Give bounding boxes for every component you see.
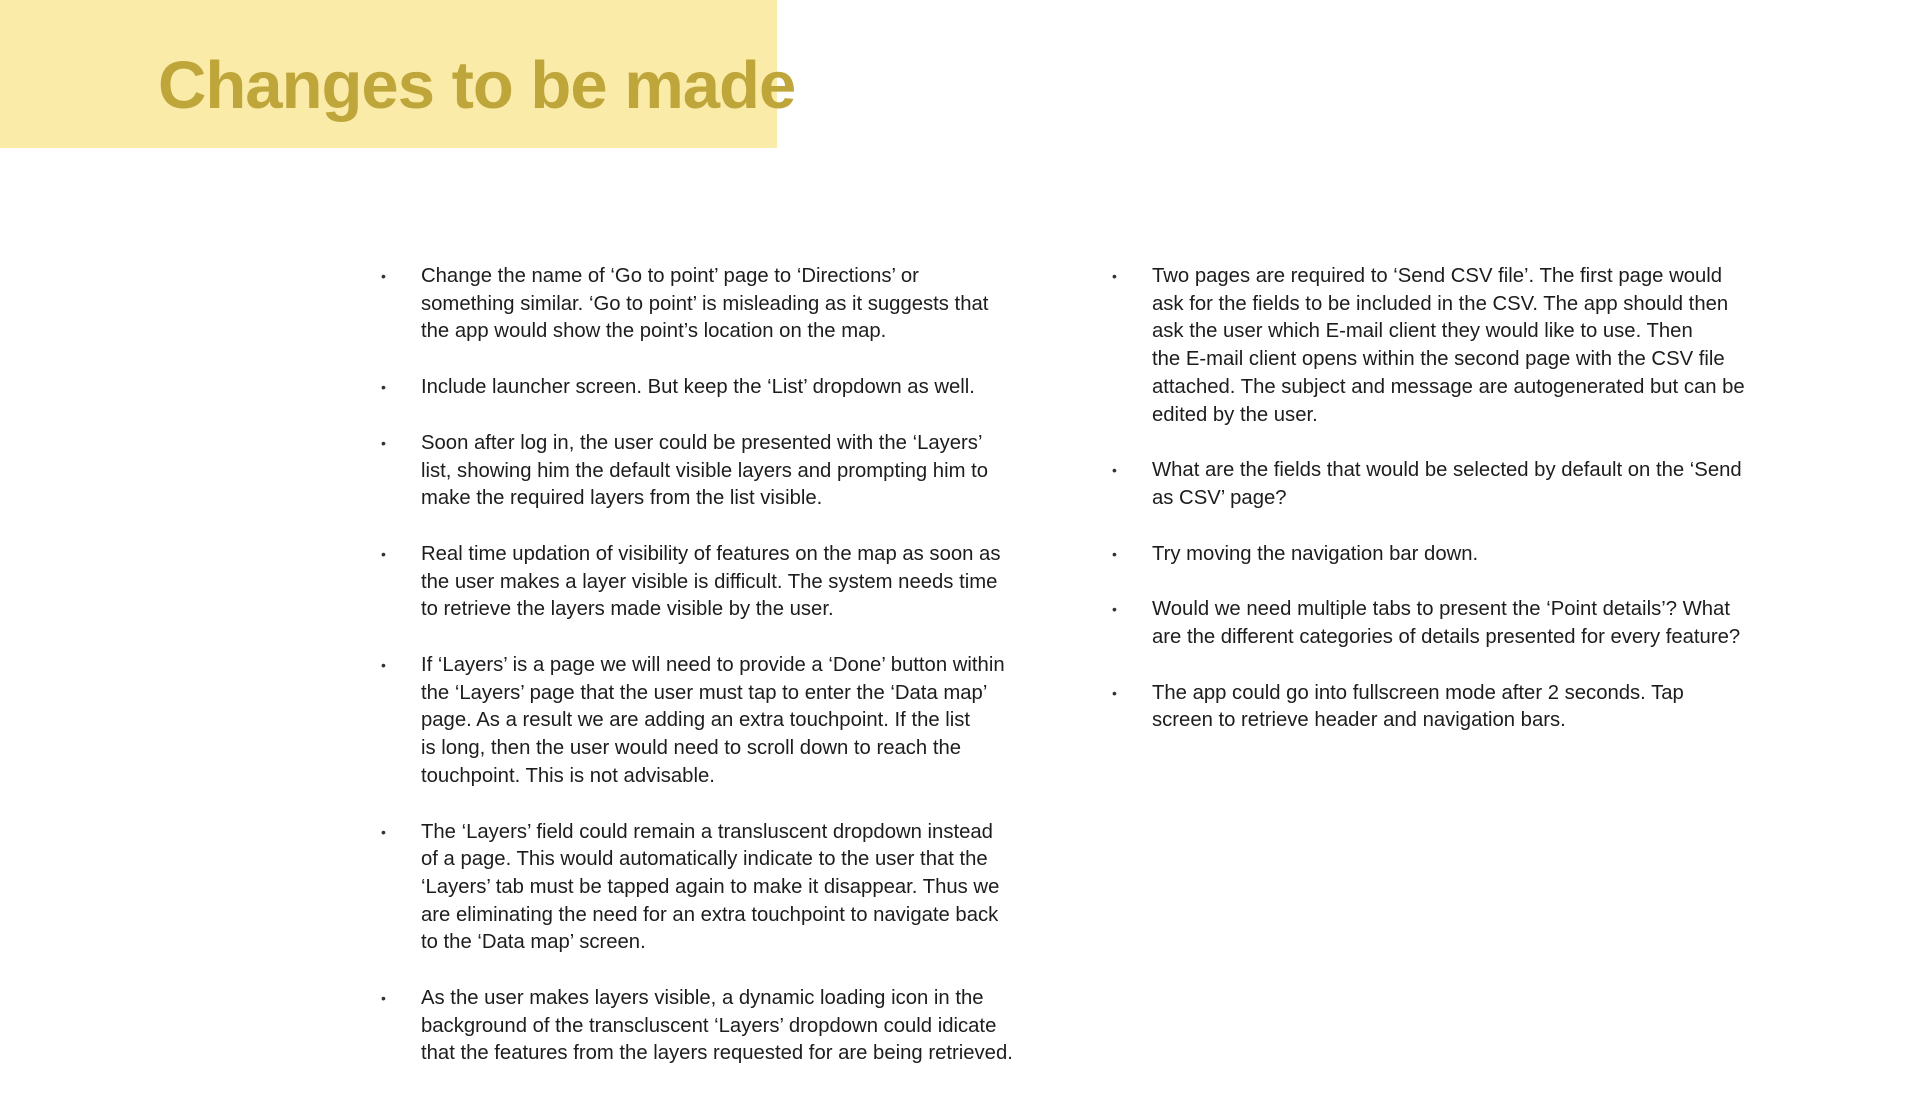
bullet-text-line: What are the fields that would be selected by default on the ‘Send [1152, 459, 1742, 482]
bullet-text-line: The app could go into fullscreen mode after 2 seconds. Tap [1152, 681, 1684, 704]
bullet-item [1112, 457, 1792, 512]
bullet-text-line: the E-mail client opens within the second page with the CSV file [1152, 348, 1725, 371]
bullet-text-line: touchpoint. This is not advisable. [421, 764, 715, 787]
left-bullet-list [381, 263, 1041, 1096]
bullet-text-line: Two pages are required to ‘Send CSV file’. The first page would [1152, 265, 1723, 287]
bullet-dot-icon: • [1112, 462, 1117, 479]
bullet-text-line: are eliminating the need for an extra touchpoint to navigate back [421, 903, 999, 926]
bullet-text-line: ask for the fields to be included in the CSV. The app should then [1152, 292, 1729, 315]
bullet-item [381, 541, 1041, 624]
bullet-text-line: page. As a result we are adding an extra touchpoint. If the list [421, 709, 971, 732]
bullet-dot-icon: • [381, 379, 386, 396]
bullet-text-line: something similar. ‘Go to point’ is misleading as it suggests that [421, 292, 989, 315]
bullet-dot-icon: • [1112, 684, 1117, 701]
bullet-text-line: list, showing him the default visible layers and prompting him to [421, 459, 989, 482]
bullet-text-line: Try moving the navigation bar down. [1152, 542, 1479, 565]
bullet-dot-icon: • [381, 657, 386, 674]
bullet-dot-icon: • [1112, 601, 1117, 618]
bullet-text-line: As the user makes layers visible, a dynamic loading icon in the [421, 987, 984, 1010]
right-bullet-list [1112, 263, 1792, 763]
bullet-text-line: to retrieve the layers made visible by the user. [421, 598, 834, 621]
bullet-item [381, 430, 1041, 513]
bullet-text-line: If ‘Layers’ is a page we will need to provide a ‘Done’ button within [421, 654, 1005, 677]
page-title: Changes to be made [158, 48, 796, 123]
bullet-dot-icon: • [381, 545, 386, 562]
bullet-item [1112, 596, 1792, 651]
bullet-text-line: screen to retrieve header and navigation bars. [1152, 709, 1566, 732]
bullet-text-line: background of the transcluscent ‘Layers’ dropdown could idicate [421, 1014, 997, 1037]
bullet-text-line: make the required layers from the list visible. [421, 487, 823, 510]
bullet-dot-icon: • [381, 268, 386, 284]
bullet-item [1112, 680, 1792, 735]
bullet-text-line: the app would show the point’s location on the map. [421, 320, 887, 343]
bullet-text-line: as CSV’ page? [1152, 486, 1287, 509]
bullet-text-line: the ‘Layers’ page that the user must tap to enter the ‘Data map’ [421, 681, 988, 704]
bullet-text-line: attached. The subject and message are autogenerated but can be [1152, 375, 1745, 398]
bullet-item [381, 985, 1041, 1068]
bullet-text-line: are the different categories of details presented for every feature? [1152, 626, 1741, 649]
bullet-text-line: of a page. This would automatically indicate to the user that the [421, 848, 988, 871]
bullet-item [1112, 263, 1792, 429]
bullet-dot-icon: • [381, 990, 386, 1007]
bullet-dot-icon: • [381, 823, 386, 840]
bullet-dot-icon: • [1112, 545, 1117, 562]
bullet-text-line: edited by the user. [1152, 403, 1318, 426]
bullet-dot-icon: • [1112, 268, 1117, 284]
bullet-text-line: is long, then the user would need to scroll down to reach the [421, 737, 962, 760]
bullet-item [381, 263, 1041, 346]
bullet-text-line: to the ‘Data map’ screen. [421, 931, 646, 954]
bullet-text-line: Change the name of ‘Go to point’ page to ‘Directions’ or [421, 265, 919, 287]
bullet-text-line: Would we need multiple tabs to present the ‘Point details’? What [1152, 598, 1730, 621]
bullet-text-line: that the features from the layers requested for are being retrieved. [421, 1042, 1013, 1065]
bullet-item [381, 652, 1041, 791]
bullet-text-line: Include launcher screen. But keep the ‘List’ dropdown as well. [421, 376, 975, 399]
bullet-item [381, 819, 1041, 958]
bullet-text-line: the user makes a layer visible is difficult. The system needs time [421, 570, 998, 593]
bullet-text-line: The ‘Layers’ field could remain a transluscent dropdown instead [421, 820, 993, 843]
bullet-dot-icon: • [381, 434, 386, 451]
bullet-text-line: ‘Layers’ tab must be tapped again to make it disappear. Thus we [421, 875, 1000, 898]
bullet-text-line: Soon after log in, the user could be presented with the ‘Layers’ [421, 431, 983, 454]
bullet-text-line: Real time updation of visibility of features on the map as soon as [421, 542, 1001, 565]
bullet-item [1112, 541, 1792, 569]
bullet-item [381, 374, 1041, 402]
bullet-text-line: ask the user which E-mail client they would like to use. Then [1152, 320, 1693, 343]
